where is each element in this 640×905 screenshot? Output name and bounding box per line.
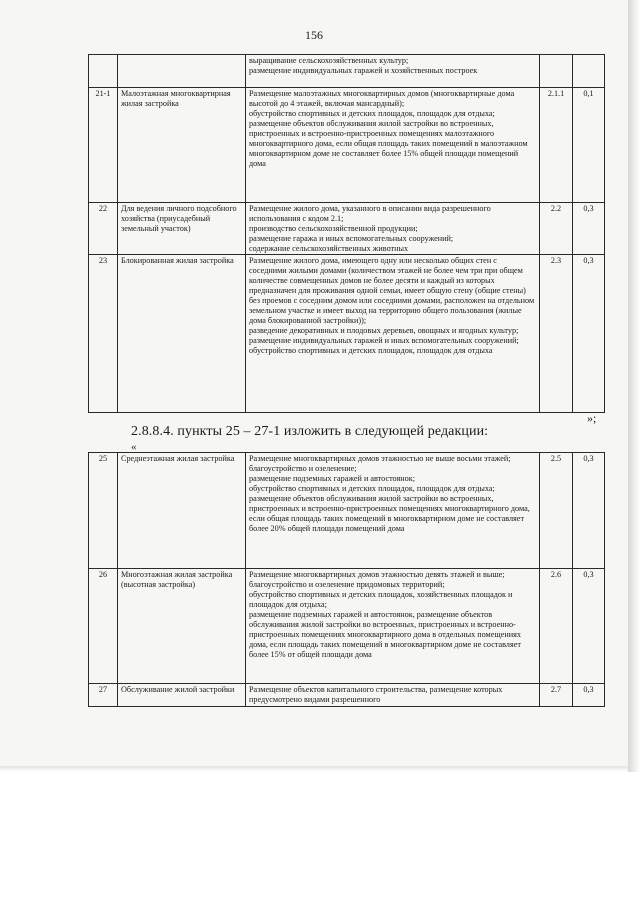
use-type-name: Среднеэтажная жилая застройка [118,453,246,569]
table-row [89,684,605,707]
use-type-description: Размещение малоэтажных многоквартирных домов (многоквартирные дома высотой до 4 этажей, включая мансардный); обустройство спортивных и детских площадок, площадок для отдыха; размещение объектов обслуживания жилой застройки во встроенных, пристроенных и встроенно-пристроенных помещениях малоэтажного многоквартирного дома, если общая площадь таких помещений в малоэтажном многоквартирном доме не составляет более 15% общей площади помещений дома [246,88,540,203]
coefficient-value: 0,3 [573,684,605,707]
classifier-code [540,55,573,88]
use-type-description: Размещение жилого дома, имеющего одну или несколько общих стен с соседними жилыми домами (количеством этажей не более чем три при общем количестве совмещенных домов не более десяти и каждый из которых предназначен для проживания одной семьи, имеет общую стену (общие стены) без проемов с соседним домом или соседними домами, расположен на отдельном земельном участке и имеет выход на территорию общего пользования (жилые дома блокированной застройки)); разведение декоративных и плодовых деревьев, овощных и ягодных культур; размещение индивидуальных гаражей и иных вспомогательных сооружений; обустройство спортивных и детских площадок, площадок для отдыха [246,255,540,413]
classifier-code: 2.3 [540,255,573,413]
classifier-code: 2.6 [540,569,573,684]
scan-bottom-edge [0,766,628,772]
section-heading: 2.8.8.4. пункты 25 – 27-1 изложить в следующей редакции: [131,424,489,439]
opening-quote: « [131,441,137,453]
classifier-code: 2.5 [540,453,573,569]
coefficient-value: 0,3 [573,569,605,684]
row-number: 27 [89,684,118,707]
use-type-description: Размещение многоквартирных домов этажностью не выше восьми этажей; благоустройство и озеленение; размещение подземных гаражей и автостоянок; обустройство спортивных и детских площадок, площадок для отдыха; размещение объектов обслуживания жилой застройки во встроенных, пристроенных и встроенно-пристроенных помещениях многоквартирного дома, если общая площадь таких помещений в многоквартирном доме не составляет более 20% общей площади помещений дома [246,453,540,569]
coefficient-value: 0,3 [573,453,605,569]
row-number: 22 [89,203,118,255]
land-use-table-continued [88,54,605,413]
table-row [89,569,605,684]
use-type-name: Обслуживание жилой застройки [118,684,246,707]
table-row [89,88,605,203]
coefficient-value [573,55,605,88]
table-row [89,203,605,255]
classifier-code: 2.2 [540,203,573,255]
use-type-description: Размещение многоквартирных домов этажностью девять этажей и выше; благоустройство и озеленение придомовых территорий; обустройство спортивных и детских площадок, хозяйственных площадок и площадок для отдыха; размещение подземных гаражей и автостоянок, размещение объектов обслуживания жилой застройки во встроенных, пристроенных и встроенно-пристроенных помещениях многоквартирного дома в отдельных помещениях дома, если площадь таких помещений в многоквартирном доме не составляет более 15% от общей площади дома [246,569,540,684]
row-number: 21-1 [89,88,118,203]
page-number: 156 [305,28,323,42]
classifier-code: 2.1.1 [540,88,573,203]
coefficient-value: 0,3 [573,203,605,255]
row-number: 26 [89,569,118,684]
coefficient-value: 0,1 [573,88,605,203]
use-type-name: Для ведения личного подсобного хозяйства (приусадебный земельный участок) [118,203,246,255]
land-use-table-new-edition [88,452,605,707]
table-row [89,55,605,88]
use-type-description: Размещение жилого дома, указанного в описании вида разрешенного использования с кодом 2.1; производство сельскохозяйственной продукции; размещение гаража и иных вспомогательных сооружений; содержание сельскохозяйственных животных [246,203,540,255]
use-type-name: Малоэтажная многоквартирная жилая застройка [118,88,246,203]
use-type-name: Блокированная жилая застройка [118,255,246,413]
closing-quote: »; [587,411,597,425]
use-type-description: Размещение объектов капитального строительства, размещение которых предусмотрено видами разрешенного [246,684,540,707]
use-type-description: выращивание сельскохозяйственных культур; размещение индивидуальных гаражей и хозяйственных построек [246,55,540,88]
classifier-code: 2.7 [540,684,573,707]
row-number: 23 [89,255,118,413]
row-number [89,55,118,88]
table-row [89,255,605,413]
coefficient-value: 0,3 [573,255,605,413]
table-row [89,453,605,569]
scan-edge-shadow [628,0,640,772]
use-type-name [118,55,246,88]
use-type-name: Многоэтажная жилая застройка (высотная застройка) [118,569,246,684]
row-number: 25 [89,453,118,569]
